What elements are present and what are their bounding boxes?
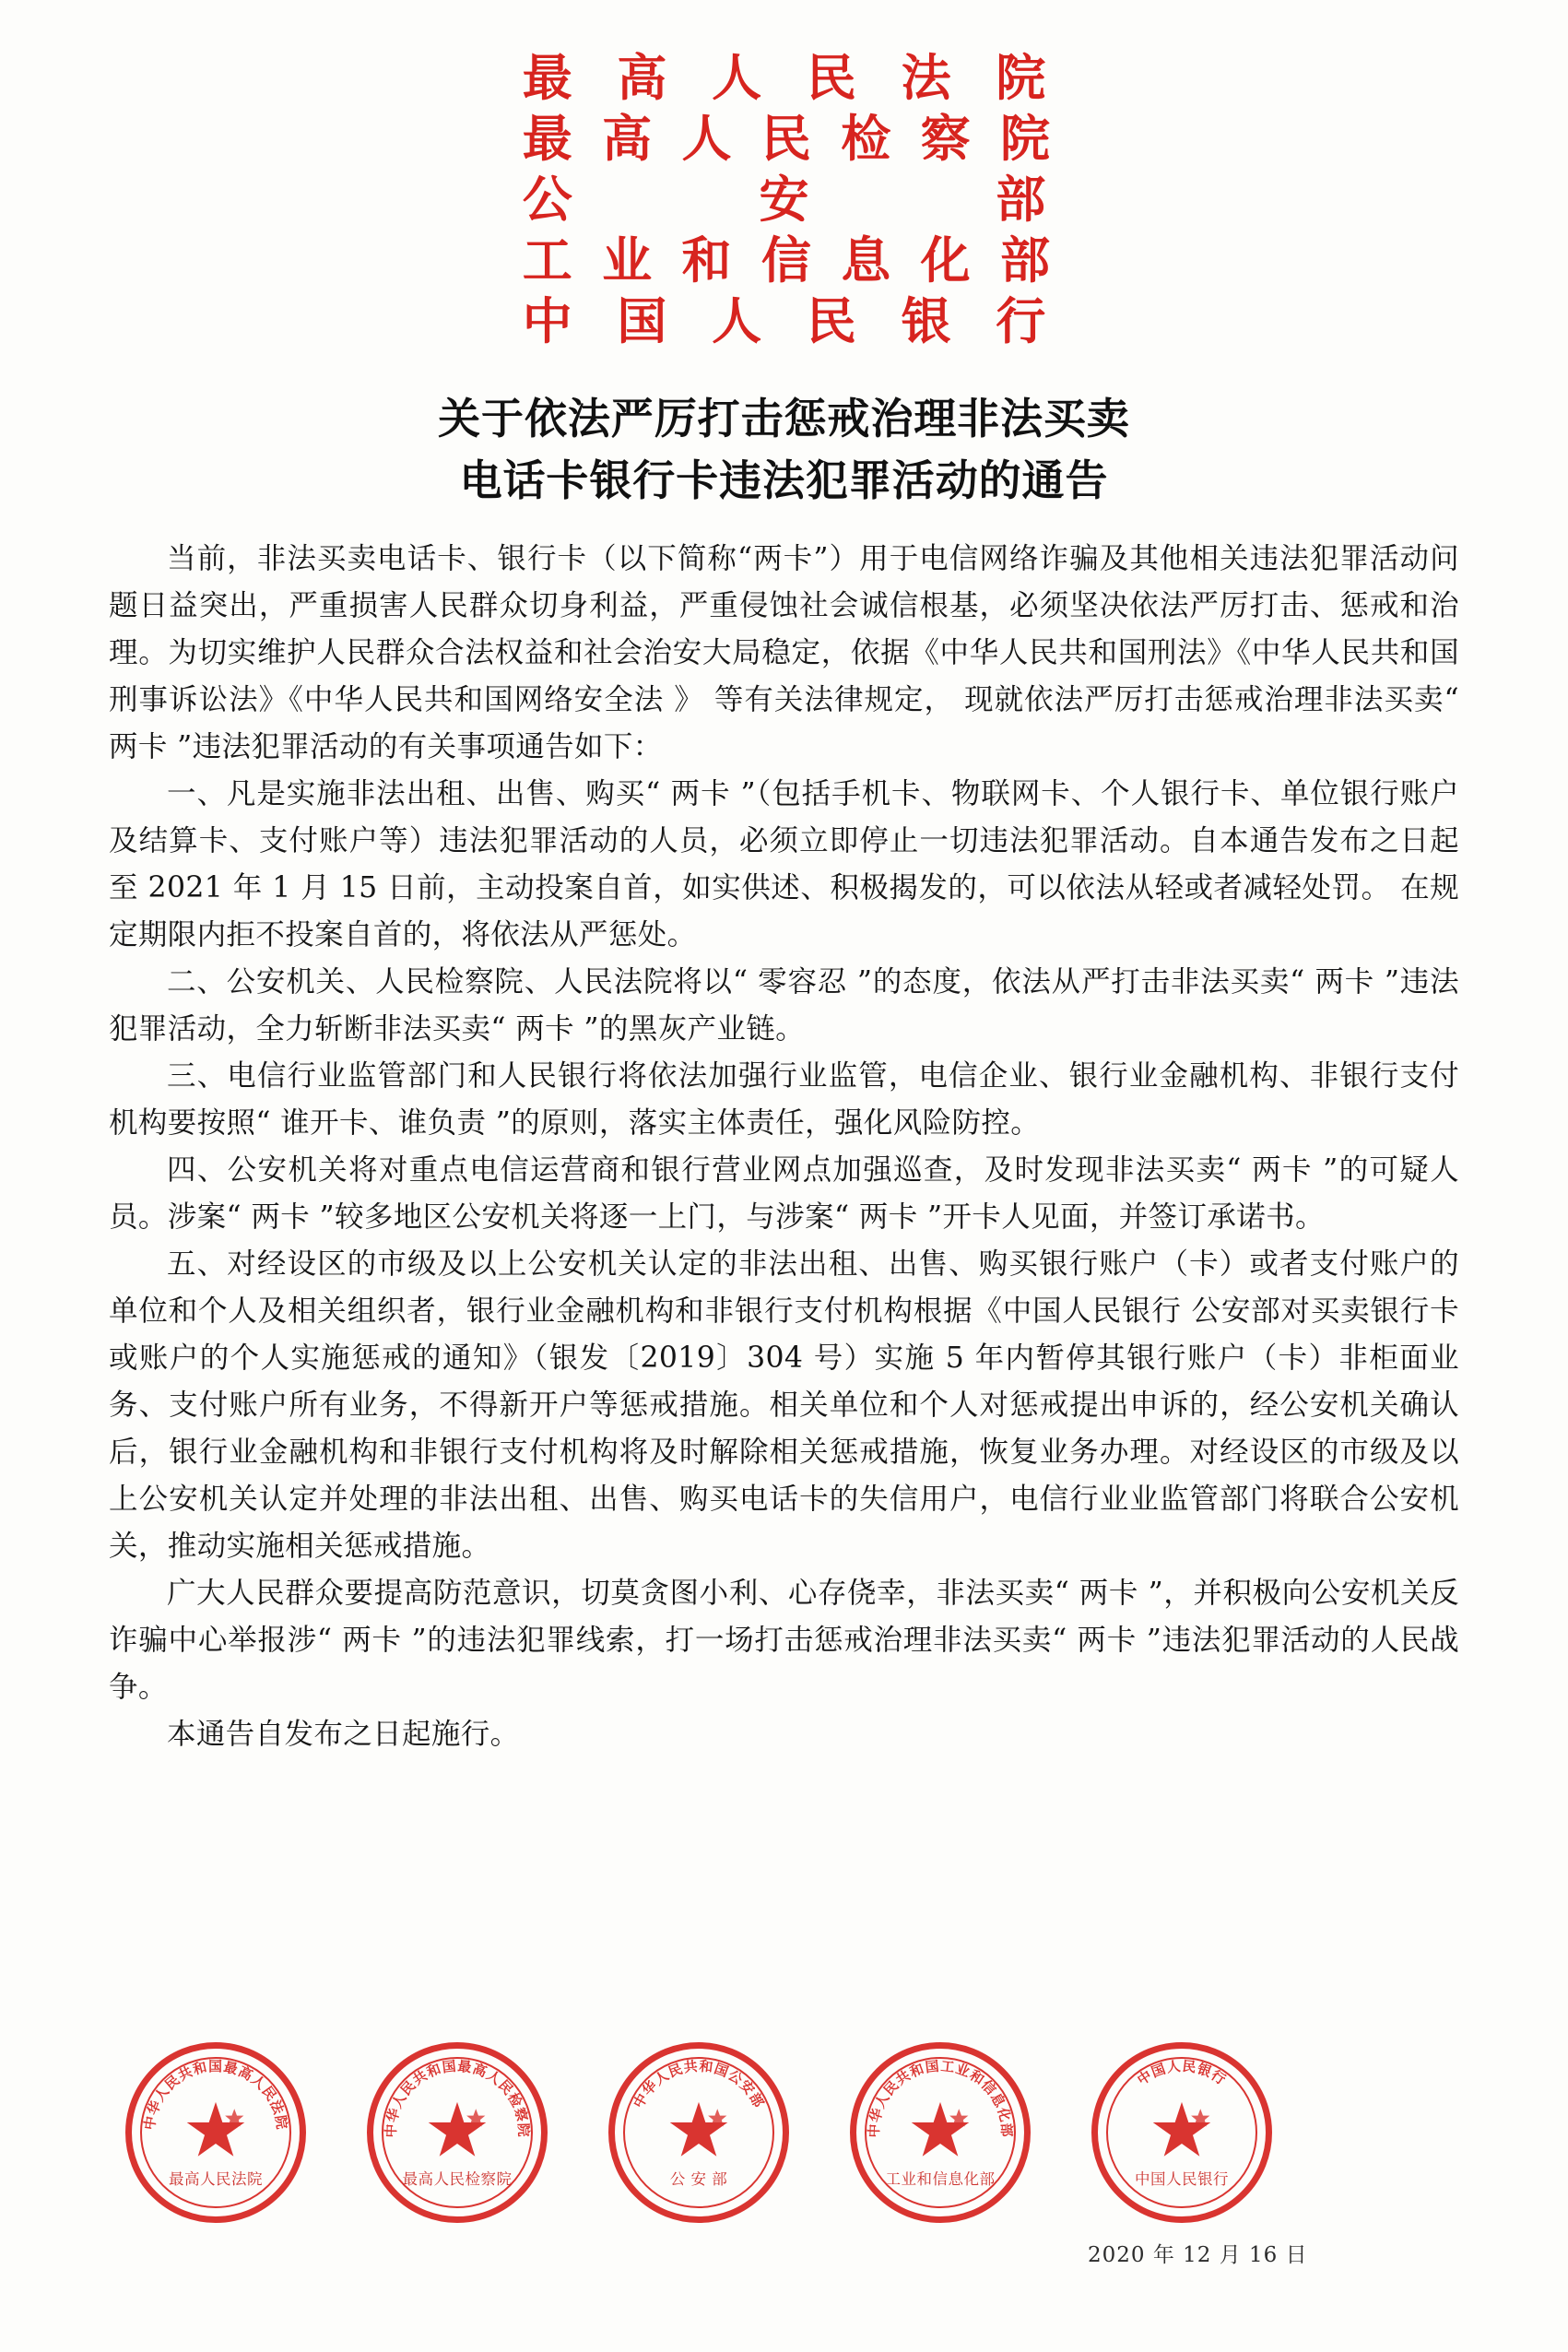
national-emblem-icon [173, 2090, 258, 2175]
masthead-char: 最 [522, 48, 587, 107]
body-paragraph: 广大人民群众要提高防范意识，切莫贪图小利、心存侥幸，非法买卖“ 两卡 ”，并积极向公安机关反诈骗中心举报涉“ 两卡 ”的违法犯罪线索，打一场打击惩戒治理非法买卖“ 两卡 ”违法犯罪活动的人民战争。 [109, 1577, 1459, 1705]
masthead-line-3 [508, 170, 1061, 230]
masthead-char: 公 [522, 169, 587, 229]
masthead-char: 人 [712, 290, 777, 350]
masthead-char: 国 [617, 290, 682, 350]
masthead-line-4 [508, 230, 1066, 291]
seal-label: 最高人民检察院 [402, 2170, 513, 2188]
seal-arc-label: 中华人民共和国工业和信息化部 [865, 2057, 1016, 2138]
national-emblem-icon [656, 2090, 741, 2175]
masthead-char: 信 [760, 230, 827, 290]
masthead-char: 人 [712, 48, 777, 107]
masthead-char: 法 [901, 48, 966, 107]
document-title [109, 388, 1459, 511]
seal-label: 中国人民银行 [1135, 2170, 1229, 2188]
masthead-char: 和 [681, 230, 747, 290]
issue-date: 2020 年 12 月 16 日 [1088, 2243, 1308, 2267]
masthead-line-1 [508, 48, 1061, 109]
national-emblem-icon [898, 2090, 983, 2175]
masthead-line-5 [508, 291, 1061, 352]
masthead-char: 察 [920, 108, 985, 168]
masthead-char: 部 [1000, 230, 1066, 290]
document-title-line-2: 电话卡银行卡违法犯罪活动的通告 [459, 455, 1109, 506]
masthead-char: 化 [920, 230, 985, 290]
masthead-char: 行 [996, 290, 1061, 350]
masthead-char: 院 [1000, 108, 1066, 168]
masthead-char: 工 [522, 230, 587, 290]
masthead-char: 高 [617, 48, 682, 107]
masthead-char: 高 [602, 108, 667, 168]
masthead-char: 检 [841, 108, 906, 168]
body-paragraph: 本通告自发布之日起施行。 [167, 1718, 520, 1752]
masthead-char: 人 [681, 108, 747, 168]
body-paragraph: 当前，非法买卖电话卡、银行卡（以下简称“两卡”）用于电信网络诈骗及其他相关违法犯罪活动问题日益突出，严重损害人民群众切身利益，严重侵蚀社会诚信根基，必须坚决依法严厉打击、惩戒和治理。为切实维护人民群众合法权益和社会治安大局稳定，依据《中华人民共和国刑法》《中华人民共和国刑事诉讼法》《中华人民共和国网络安全法 》 等有关法律规定， 现就依法严厉打击惩戒治理非法买卖“ 两卡 ”违法犯罪活动的有关事项通告如下： [109, 541, 1459, 763]
svg-text:中国人民银行 [1134, 2058, 1229, 2088]
body-paragraph: 四、公安机关将对重点电信运营商和银行营业网点加强巡查，及时发现非法买卖“ 两卡 ”的可疑人员。涉案“ 两卡 ”较多地区公安机关将逐一上门，与涉案“ 两卡 ”开卡人见面，并签订承诺书。 [109, 1152, 1459, 1234]
masthead-char: 民 [806, 48, 872, 107]
national-emblem-icon [415, 2090, 500, 2175]
seal-peoples-bank-of-china [1091, 2042, 1272, 2223]
masthead-char: 业 [602, 230, 667, 290]
body-paragraph: 三、电信行业监管部门和人民银行将依法加强行业监管，电信企业、银行业金融机构、非银行支付机构要按照“ 谁开卡、谁负责 ”的原则，落实主体责任，强化风险防控。 [109, 1058, 1459, 1140]
seal-label: 最高人民法院 [169, 2170, 263, 2188]
seal-supreme-peoples-court [125, 2042, 306, 2223]
seal-arc-label: 中华人民共和国公安部 [630, 2057, 768, 2111]
masthead-char: 安 [759, 169, 824, 229]
seal-ministry-of-public-security [608, 2042, 789, 2223]
seal-label: 公 安 部 [669, 2170, 728, 2188]
masthead-char: 最 [522, 108, 587, 168]
body-paragraph: 二、公安机关、人民检察院、人民法院将以“ 零容忍 ”的态度，依法从严打击非法买卖“ 两卡 ”违法犯罪活动，全力斩断非法买卖“ 两卡 ”的黑灰产业链。 [109, 964, 1459, 1046]
body-paragraph: 五、对经设区的市级及以上公安机关认定的非法出租、出售、购买银行账户（卡）或者支付账户的单位和个人及相关组织者，银行业金融机构和非银行支付机构根据《中国人民银行 公安部对买卖银行卡或账户的个人实施惩戒的通知》（银发〔2019〕304 号）实施 5 年内暂停其银行账户（卡）非柜面业务、支付账户所有业务，不得新开户等惩戒措施。相关单位和个人对惩戒提出申诉的，经公安机关确认后，银行业金融机构和非银行支付机构将及时解除相关惩戒措施，恢复业务办理。对经设区的市级及以上公安机关认定并处理的非法出租、出售、购买电话卡的失信用户，电信行业业监管部门将联合公安机关，推动实施相关惩戒措施。 [109, 1247, 1459, 1564]
document-title-line-1: 关于依法严厉打击惩戒治理非法买卖 [438, 394, 1130, 444]
seal-arc-label: 中华人民共和国最高人民检察院 [382, 2057, 533, 2138]
masthead-char: 民 [806, 290, 872, 350]
document-body [109, 536, 1459, 1758]
masthead-char: 部 [996, 169, 1061, 229]
masthead [109, 0, 1459, 351]
seal-arc-label: 中华人民共和国最高人民法院 [140, 2058, 291, 2132]
masthead-char: 银 [901, 290, 966, 350]
seal-row [109, 2033, 1459, 2273]
body-paragraph: 一、凡是实施非法出租、出售、购买“ 两卡 ”（包括手机卡、物联网卡、个人银行卡、单位银行账户及结算卡、支付账户等）违法犯罪活动的人员，必须立即停止一切违法犯罪活动。自本通告发布之日起至 2021 年 1 月 15 日前，主动投案自首，如实供述、积极揭发的，可以依法从轻或者减轻处罚。 在规定期限内拒不投案自首的，将依法从严惩处。 [109, 776, 1459, 951]
masthead-line-2 [508, 108, 1066, 170]
seal-ministry-of-industry-and-information-technology [850, 2042, 1031, 2223]
national-emblem-icon [1139, 2090, 1224, 2175]
masthead-char: 中 [522, 290, 587, 350]
seal-label: 工业和信息化部 [885, 2170, 996, 2188]
seal-arc-label: 中国人民银行 [1134, 2057, 1230, 2089]
masthead-char: 民 [760, 108, 827, 168]
masthead-char: 息 [841, 230, 906, 290]
masthead-char: 院 [996, 48, 1061, 107]
seal-supreme-peoples-procuratorate [367, 2042, 548, 2223]
